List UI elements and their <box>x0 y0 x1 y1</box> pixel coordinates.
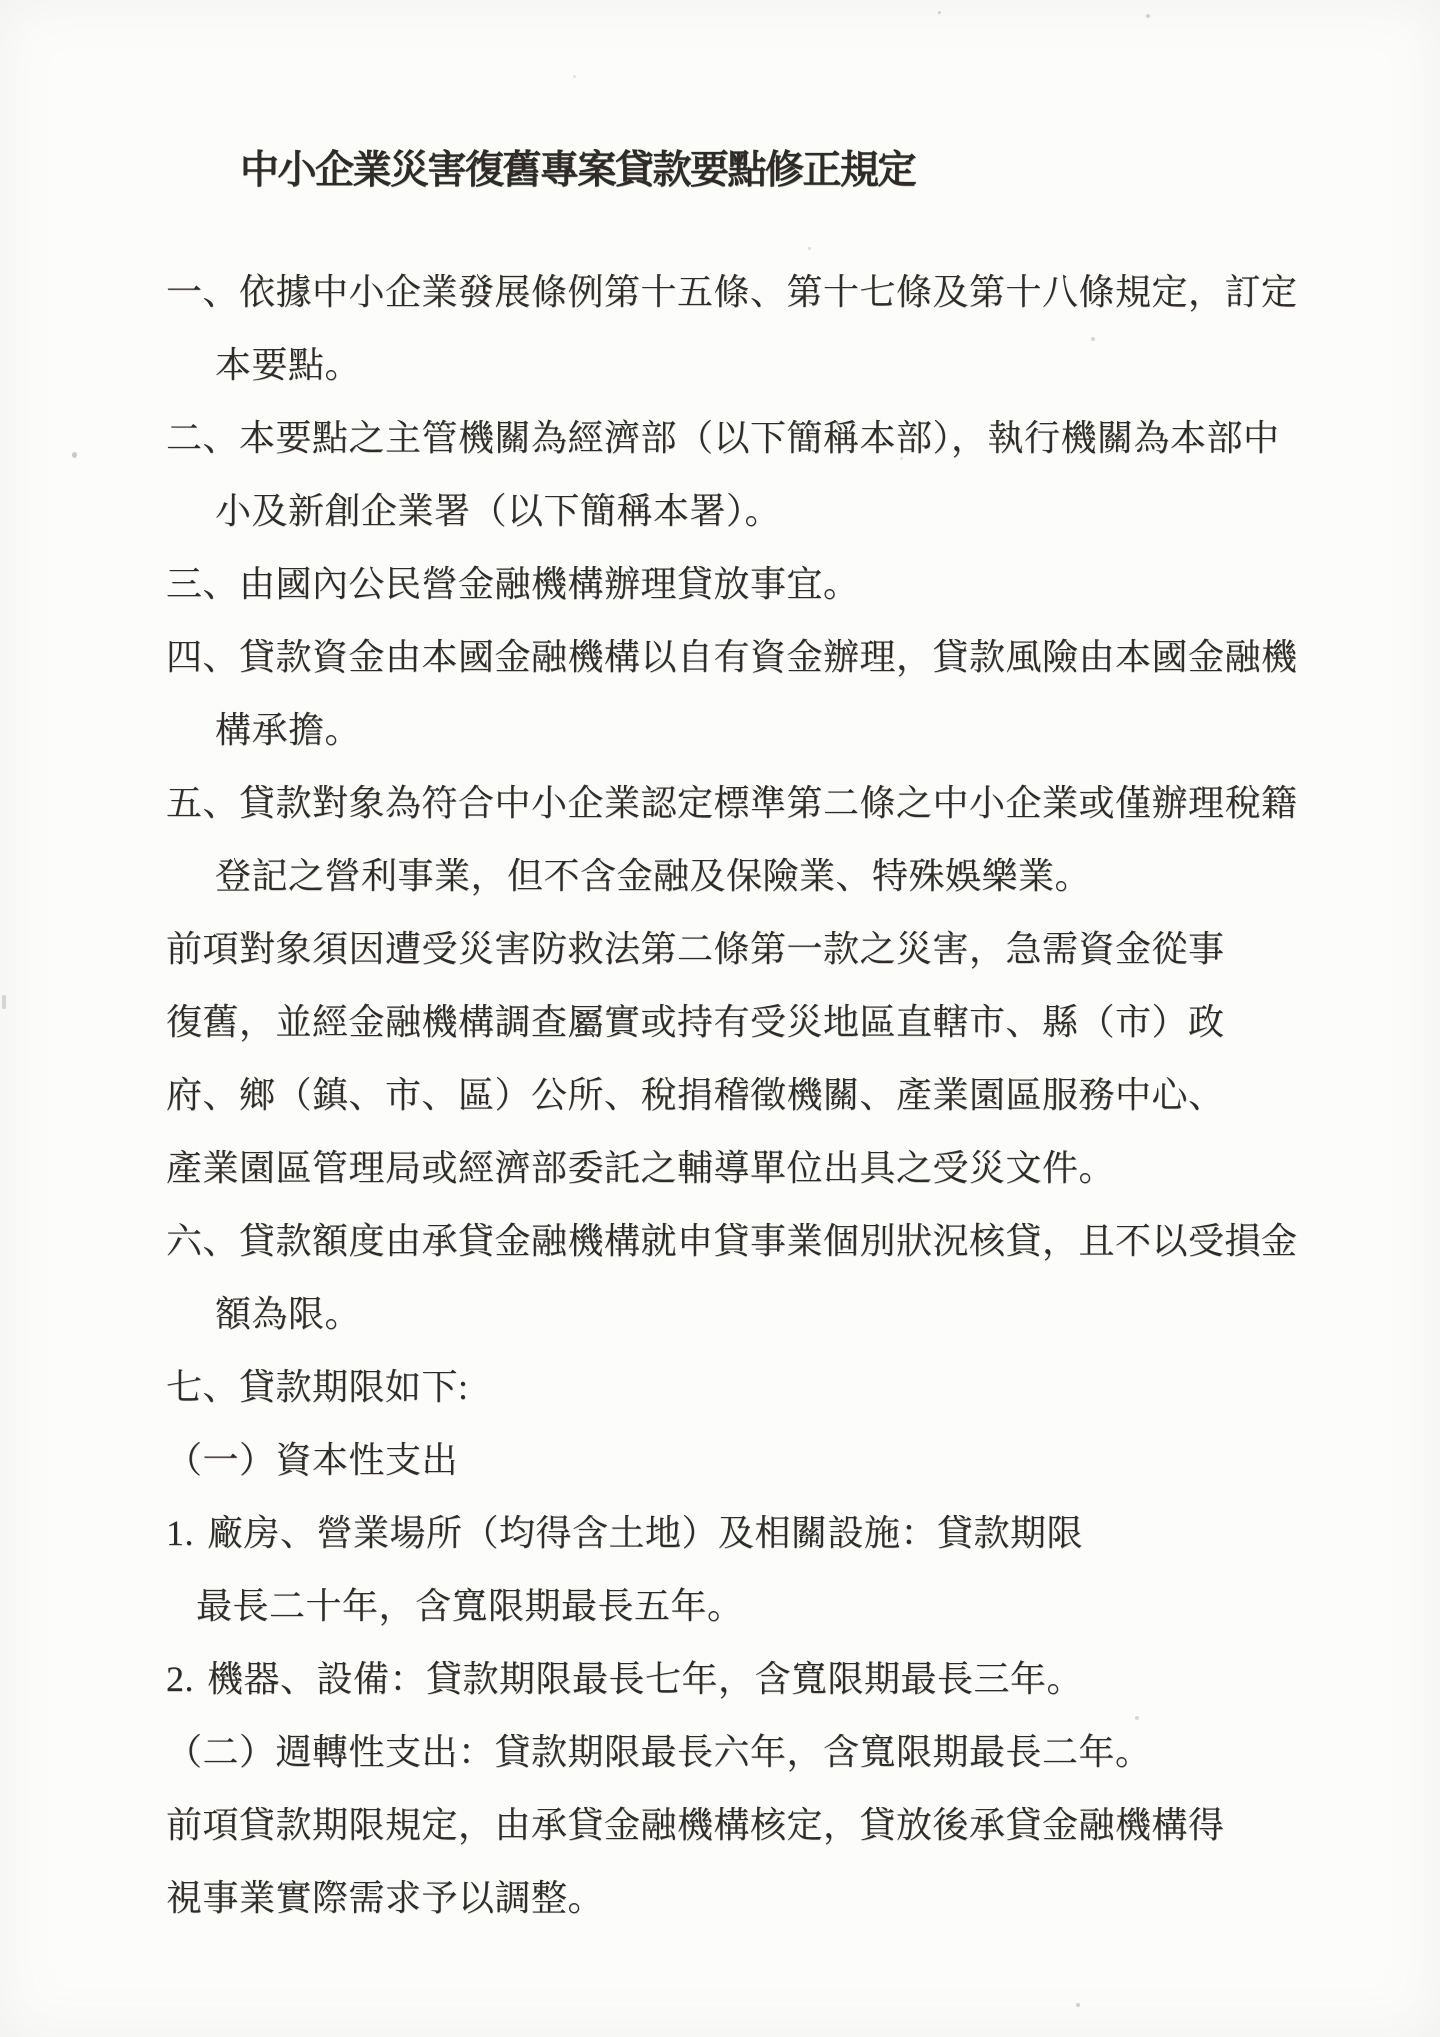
clause-5 <box>166 767 1305 913</box>
clause-7-text: 貸款期限如下: <box>239 1367 469 1407</box>
clause-5-text: 貸款對象為符合中小企業認定標準第二條之中小企業或僅辦理稅籍登記之營利事業，但不含金融及保險業、特殊娛樂業。 <box>215 783 1298 896</box>
scan-speck <box>72 452 77 458</box>
clause-3 <box>166 548 1305 621</box>
clause-7-sub-1-item-2-number: 2. <box>166 1659 194 1699</box>
scan-speck <box>830 1162 833 1165</box>
clause-7-sub-2 <box>166 1716 1256 1789</box>
clause-7-sub-2-number: （二） <box>166 1732 276 1772</box>
clause-7-sub-1-item-1-number: 1. <box>166 1513 194 1553</box>
clause-1-text: 依據中小企業發展條例第十五條、第十七條及第十八條規定，訂定本要點。 <box>215 272 1298 385</box>
scan-speck <box>2 995 6 1009</box>
clause-5-paragraph-2: 前項對象須因遭受災害防救法第二條第一款之災害，急需資金從事復舊，並經金融機構調查屬實或持有受災地區直轄市、縣（市）政府、鄉（鎮、市、區）公所、稅捐稽徵機關、產業園區服務中心、產業園區管理局或經濟部委託之輔導單位出具之受災文件。 <box>166 929 1225 1188</box>
clause-4-text: 貸款資金由本國金融機構以自有資金辦理，貸款風險由本國金融機構承擔。 <box>215 637 1298 750</box>
clause-7-sub-1 <box>166 1424 1256 1497</box>
scan-speck <box>1146 14 1150 18</box>
clause-7-sub-1-item-1 <box>166 1497 1106 1643</box>
clause-7-sub-1-item-1-text: 廠房、營業場所（均得含土地）及相關設施：貸款期限最長二十年，含寬限期最長五年。 <box>196 1513 1084 1626</box>
clause-2-text: 本要點之主管機關為經濟部（以下簡稱本部），執行機關為本部中小及新創企業署（以下簡稱本署）。 <box>215 418 1280 531</box>
clause-1-number: 一、 <box>166 272 240 312</box>
clause-6-text: 貸款額度由承貸金融機構就申貸事業個別狀況核貸，且不以受損金額為限。 <box>215 1221 1298 1334</box>
clause-5-number: 五、 <box>166 783 240 823</box>
clause-6 <box>166 1205 1305 1351</box>
clause-7-sub-1-item-2 <box>166 1643 1106 1716</box>
scan-speck <box>1091 337 1095 341</box>
clause-7-sub-1-item-2-text: 機器、設備：貸款期限最長七年，含寬限期最長三年。 <box>207 1659 1084 1699</box>
clause-7-closing-paragraph: 前項貸款期限規定，由承貸金融機構核定，貸放後承貸金融機構得視事業實際需求予以調整。 <box>166 1805 1225 1918</box>
clause-7-number: 七、 <box>166 1367 240 1407</box>
clause-2 <box>166 402 1305 548</box>
clause-3-text: 由國內公民營金融機構辦理貸放事宜。 <box>239 564 860 604</box>
scan-speck <box>938 11 941 14</box>
clause-3-number: 三、 <box>166 564 240 604</box>
document-body <box>166 256 1440 1935</box>
scan-speck <box>1076 2003 1080 2007</box>
clause-7-sub-1-text: 資本性支出 <box>275 1440 459 1480</box>
clause-4 <box>166 621 1305 767</box>
clause-7 <box>166 1351 1305 1424</box>
clause-2-number: 二、 <box>166 418 240 458</box>
scan-speck <box>1135 1716 1139 1720</box>
scan-speck <box>900 457 903 460</box>
clause-4-number: 四、 <box>166 637 240 677</box>
clause-6-number: 六、 <box>166 1221 240 1261</box>
scan-speck <box>808 247 811 250</box>
scan-speck <box>573 75 576 78</box>
clause-1 <box>166 256 1305 402</box>
clause-7-sub-1-number: （一） <box>166 1440 276 1480</box>
clause-7-sub-2-text: 週轉性支出：貸款期限最長六年，含寬限期最長二年。 <box>275 1732 1152 1772</box>
document-title: 中小企業災害復舊專案貸款要點修正規定 <box>240 149 916 192</box>
